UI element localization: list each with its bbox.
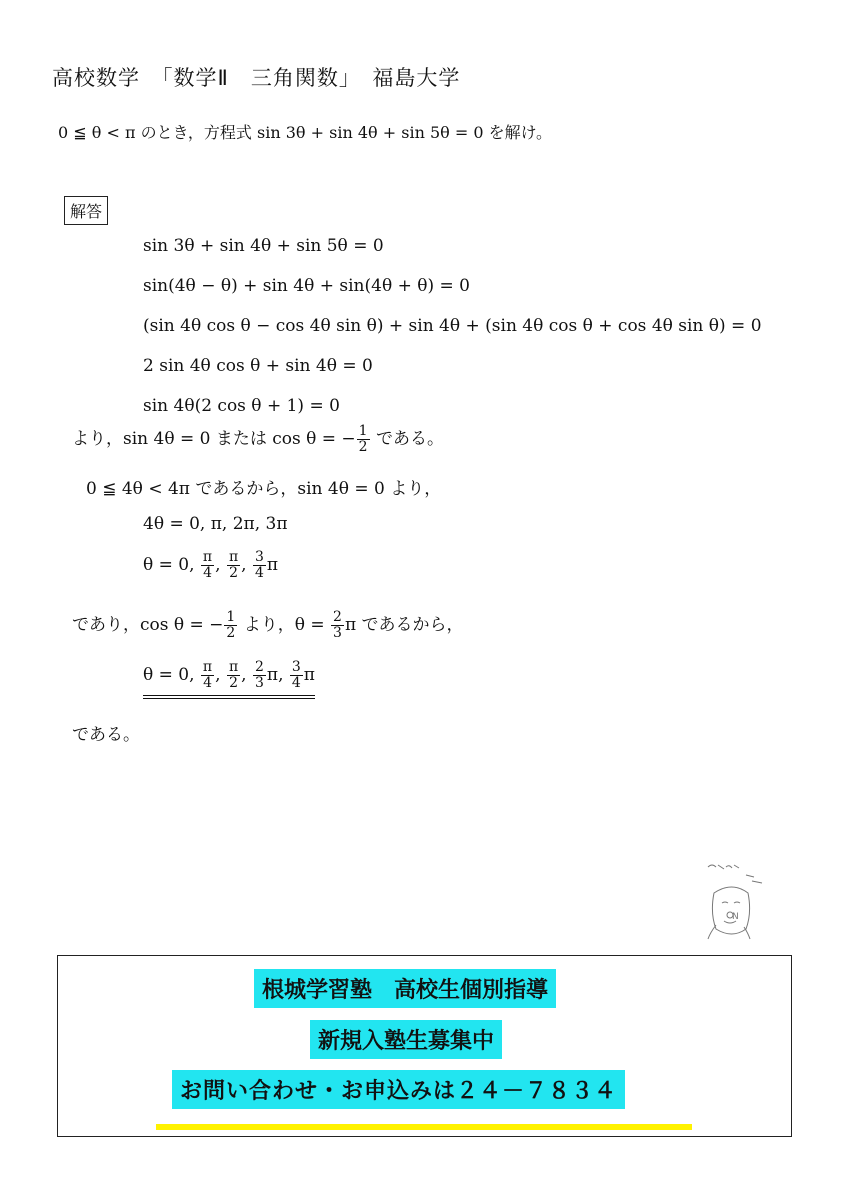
- case-split-line: [72, 424, 444, 455]
- banner-contact: お問い合わせ・お申込みは２４－７８３４: [172, 1070, 625, 1109]
- final-pi-2: π: [303, 665, 315, 685]
- solution-step-4: 2 sin 4θ cos θ + sin 4θ = 0: [143, 356, 373, 376]
- final-answer: θ = 0, $\frac{\pi}{4}$ , $\frac{\pi}{2}$ , $\frac{2}{3}$ π, $\frac{3}{4}$ π: [143, 660, 315, 699]
- problem-statement: 0 ≦ θ < π のとき，方程式 sin 3θ + sin 4θ + sin 5θ = 0 を解け。: [58, 123, 552, 142]
- final-theta-prefix: θ = 0,: [143, 665, 195, 685]
- theta-values-line: θ = 0, $\frac{\pi}{4}$ , $\frac{\pi}{2}$ , $\frac{3}{4}$ π: [143, 549, 279, 581]
- solution-step-5: sin 4θ(2 cos θ + 1) = 0: [143, 396, 340, 416]
- final-fraction-3-over-4: $\frac{3}{4}$: [291, 659, 301, 691]
- fraction-one-half: $\frac{1}{2}$: [358, 423, 368, 455]
- fraction-pi-over-4: $\frac{\pi}{4}$: [202, 549, 213, 581]
- four-theta-values: 4θ = 0, π, 2π, 3π: [143, 514, 288, 534]
- pi-symbol: π: [266, 555, 279, 575]
- mascot-sketch-icon: [686, 855, 782, 945]
- solution-step-3: (sin 4θ cos θ − cos 4θ sin θ) + sin 4θ + (sin 4θ cos θ + cos 4θ sin θ) = 0: [143, 316, 762, 336]
- final-fraction-pi-over-4: $\frac{\pi}{4}$: [202, 659, 213, 691]
- theta-prefix: θ = 0,: [143, 555, 195, 575]
- final-pi-1: π: [266, 665, 279, 685]
- final-fraction-pi-over-2: $\frac{\pi}{2}$: [228, 659, 239, 691]
- case-split-tail: である。: [375, 429, 444, 449]
- solution-step-1: sin 3θ + sin 4θ + sin 5θ = 0: [143, 236, 384, 256]
- range-line: 0 ≦ 4θ < 4π であるから，sin 4θ = 0 より，: [86, 479, 442, 499]
- banner-school-name: 根城学習塾 高校生個別指導: [254, 969, 556, 1008]
- second-case-tail: π であるから，: [344, 615, 464, 635]
- second-case-line: [72, 610, 464, 641]
- fraction-one-half-2: $\frac{1}{2}$: [226, 609, 236, 641]
- solution-step-2: sin(4θ − θ) + sin 4θ + sin(4θ + θ) = 0: [143, 276, 470, 296]
- second-case-mid: より，θ =: [243, 615, 325, 635]
- second-case-text: であり，cos θ = −: [72, 615, 224, 635]
- document-title: 高校数学 「数学Ⅱ 三角関数」 福島大学: [52, 66, 461, 90]
- answer-label: 解答: [64, 196, 108, 225]
- fraction-pi-over-2: $\frac{\pi}{2}$: [228, 549, 239, 581]
- banner-underline: [156, 1124, 692, 1130]
- svg-text:N: N: [732, 912, 739, 922]
- fraction-2-over-3: $\frac{2}{3}$: [333, 609, 342, 641]
- closing-text: である。: [72, 725, 140, 745]
- case-split-text: より，sin 4θ = 0 または cos θ = −: [72, 429, 356, 449]
- banner-box: [57, 955, 792, 1137]
- fraction-3-over-4: $\frac{3}{4}$: [254, 549, 264, 581]
- banner-recruiting: 新規入塾生募集中: [310, 1020, 502, 1059]
- final-fraction-2-over-3: $\frac{2}{3}$: [254, 659, 264, 691]
